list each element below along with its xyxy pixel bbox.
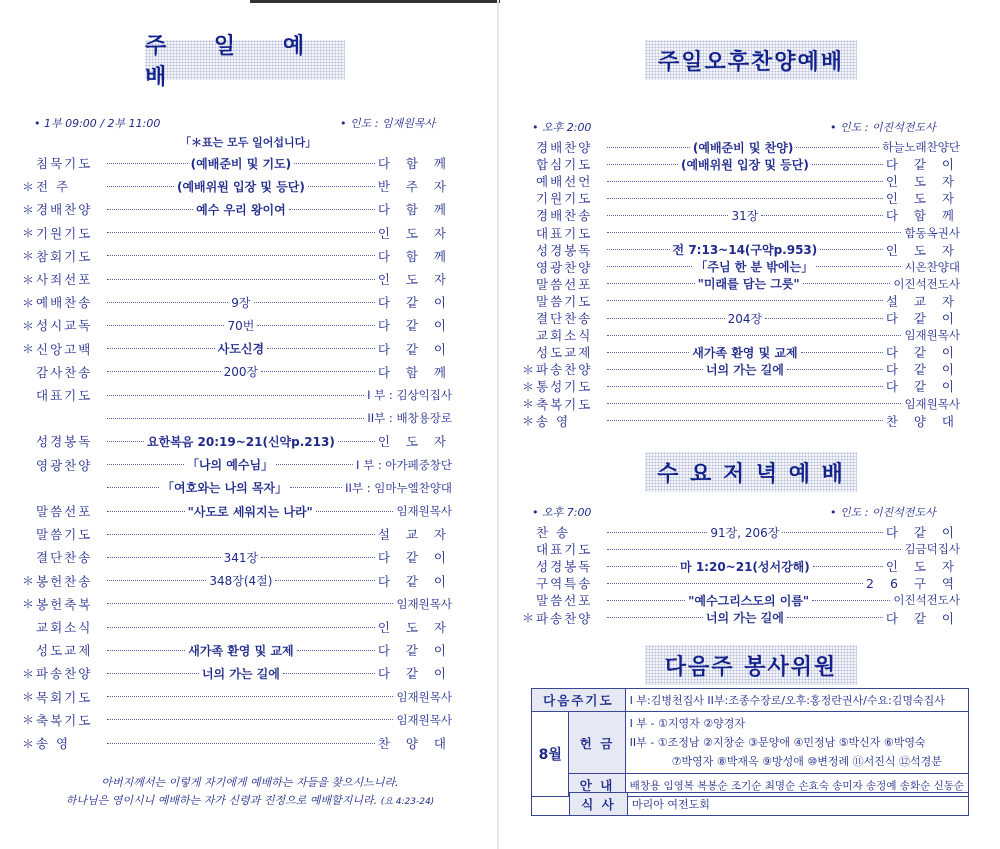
item-label: 교회소식 <box>536 328 593 344</box>
item-responsible: 다 같 이 <box>377 318 452 334</box>
item-responsible: 다 같 이 <box>885 362 961 378</box>
afternoon-leader: • 인도 : 이진석전도사 <box>830 121 936 134</box>
dotted-leader <box>607 147 690 148</box>
item-detail: 전 7:13~14(구약p.953) <box>672 243 818 258</box>
item-responsible: I 부 : 아가페중창단 <box>356 457 453 472</box>
top-edge-line <box>250 0 500 3</box>
dotted-leader <box>607 318 725 319</box>
dotted-leader <box>765 318 883 319</box>
dotted-leader <box>107 232 375 233</box>
item-label: 합심기도 <box>536 157 593 173</box>
scripture-reference: (요 4:23-24) <box>380 797 435 807</box>
item-detail: (예배위원 입장 및 등단) <box>680 157 809 172</box>
item-responsible: 다 같 이 <box>885 311 960 326</box>
item-responsible: 인 도 자 <box>377 620 452 635</box>
item-responsible: 다 같 이 <box>377 573 452 589</box>
dotted-leader <box>107 395 364 396</box>
dotted-leader <box>607 335 901 336</box>
item-responsible: 인 도 자 <box>885 559 960 575</box>
dotted-leader <box>787 369 883 370</box>
item-responsible: 하늘노래찬양단 <box>882 140 960 154</box>
dotted-leader <box>813 566 883 567</box>
item-responsible: 인 도 자 <box>885 191 960 207</box>
dotted-leader <box>107 719 393 720</box>
item-responsible: 찬 양 대 <box>885 413 960 429</box>
dotted-leader <box>812 164 883 165</box>
offering-value <box>625 712 968 774</box>
dotted-leader <box>607 600 685 601</box>
dotted-leader <box>107 557 221 558</box>
dotted-leader <box>607 352 689 353</box>
dotted-leader <box>607 300 883 301</box>
dotted-leader <box>607 566 677 567</box>
item-detail: 예수 우리 왕이여 <box>196 202 286 217</box>
item-label: 감사찬송 <box>36 364 93 380</box>
item-label: 축복기도 <box>36 712 93 728</box>
item-detail: 70번 <box>227 318 255 333</box>
item-label: 축복기도 <box>536 396 593 412</box>
dotted-leader <box>107 464 184 465</box>
item-detail: (예배준비 및 찬양) <box>692 140 794 155</box>
item-label: 신앙고백 <box>36 341 93 357</box>
item-label: 영광찬양 <box>536 259 593 275</box>
offering-line-2: II부 - ①조정남 ②지창순 ③문양애 ④민정남 ⑤박신자 ⑥박영숙 <box>629 736 926 749</box>
dotted-leader <box>261 371 375 372</box>
item-responsible: I 부 : 김상익집사 <box>367 388 452 402</box>
service-item <box>22 570 452 592</box>
service-item <box>22 454 452 476</box>
dotted-leader <box>107 348 215 349</box>
dotted-leader <box>275 580 374 581</box>
item-detail: 200장 <box>223 365 259 380</box>
item-label: 파송찬양 <box>536 362 593 378</box>
item-detail: 요한복음 20:19~21(신약p.213) <box>146 434 335 449</box>
item-label: 교회소식 <box>36 620 93 635</box>
meal-month-spacer <box>532 793 570 816</box>
item-responsible: 다 함 께 <box>377 364 452 380</box>
dotted-leader <box>607 583 863 584</box>
service-item <box>22 361 452 383</box>
meal-row-visible <box>532 793 969 816</box>
item-responsible: 설 교 자 <box>885 293 960 309</box>
service-item <box>22 291 452 313</box>
item-label: 송 영 <box>536 413 571 429</box>
standing-mark: ＊ <box>22 295 35 310</box>
item-label: 성도교제 <box>536 345 593 361</box>
item-label: 영광찬양 <box>36 457 93 473</box>
item-label: 말씀기도 <box>36 527 93 543</box>
offering-label: 헌 금 <box>569 712 625 774</box>
item-responsible: 다 같 이 <box>377 666 453 682</box>
dotted-leader <box>107 534 375 535</box>
item-responsible: 다 같 이 <box>377 550 452 566</box>
scripture-quote <box>30 774 470 811</box>
dotted-leader <box>607 232 901 233</box>
standing-mark: ＊ <box>522 379 535 394</box>
dotted-leader <box>607 198 883 199</box>
item-label: 말씀기도 <box>536 293 593 309</box>
item-responsible: 다 같 이 <box>885 525 960 540</box>
item-label: 성경봉독 <box>36 434 93 450</box>
standing-mark: ＊ <box>22 202 35 217</box>
item-responsible: 인 도 자 <box>885 174 960 190</box>
dotted-leader <box>607 403 901 404</box>
standing-mark: ＊ <box>22 666 35 681</box>
item-label: 성경봉독 <box>536 559 593 575</box>
dotted-leader <box>607 181 883 182</box>
item-label: 대표기도 <box>536 225 593 241</box>
item-label: 예배찬송 <box>36 295 93 311</box>
item-label: 봉헌축복 <box>36 596 93 612</box>
service-item <box>22 407 452 429</box>
dotted-leader <box>107 371 221 372</box>
dotted-leader <box>267 348 375 349</box>
standing-mark: ＊ <box>22 736 35 751</box>
offering-line-1: I 부 - ①지영자 ②양경자 <box>629 717 745 730</box>
dotted-leader <box>787 617 883 618</box>
dotted-leader <box>107 650 185 651</box>
dotted-leader <box>107 255 375 256</box>
standing-mark: ＊ <box>22 574 35 589</box>
service-item <box>22 314 452 336</box>
prayer-value: I 부:김병천집사 II부:조종수장로/오후:홍정란권사/수요:김명숙집사 <box>625 689 968 712</box>
item-label: 말씀선포 <box>536 276 593 292</box>
item-responsible: 김금덕집사 <box>904 542 960 557</box>
service-item <box>22 686 452 708</box>
scripture-line-1: 아버지께서는 이렇게 자기에게 예배하는 자들을 찾으시느니라. <box>101 776 399 789</box>
meal-table <box>531 792 969 816</box>
standing-mark: ＊ <box>22 690 35 705</box>
service-item <box>22 732 452 754</box>
dotted-leader <box>782 532 882 533</box>
item-label: 송 영 <box>36 736 71 751</box>
dotted-leader <box>812 600 890 601</box>
standing-mark: ＊ <box>22 713 35 728</box>
service-item <box>522 607 960 629</box>
item-detail: 348장(4절) <box>209 574 273 589</box>
dotted-leader <box>294 163 375 164</box>
item-detail: 너의 가는 길에 <box>705 362 784 377</box>
item-detail: 204장 <box>727 311 763 326</box>
dotted-leader <box>276 464 353 465</box>
service-item <box>22 222 452 244</box>
dotted-leader <box>107 743 375 744</box>
item-label: 결단찬송 <box>36 550 93 566</box>
item-responsible: 이진석전도사 <box>893 276 961 291</box>
dotted-leader <box>816 266 901 267</box>
item-label: 예배선언 <box>536 174 593 190</box>
dotted-leader <box>107 163 188 164</box>
service-item <box>22 616 452 638</box>
item-detail: 9장 <box>231 295 251 310</box>
standing-mark: ＊ <box>22 249 35 264</box>
item-responsible: 임재원목사 <box>396 689 452 704</box>
dotted-leader <box>607 164 678 165</box>
service-item <box>22 430 452 452</box>
dotted-leader <box>607 532 707 533</box>
item-responsible: 임재원목사 <box>904 328 960 343</box>
service-item <box>22 593 452 615</box>
item-label: 경배찬양 <box>536 140 593 155</box>
standing-mark: ＊ <box>22 226 35 241</box>
dotted-leader <box>107 441 144 442</box>
item-responsible: 임재원목사 <box>396 712 452 727</box>
guide-label: 안 내 <box>569 774 625 797</box>
dotted-leader <box>338 441 375 442</box>
item-detail: 「주님 한 분 밖에는」 <box>695 260 814 275</box>
item-responsible: 다 같 이 <box>885 379 960 395</box>
standing-mark: ＊ <box>522 414 535 429</box>
item-responsible: 인 도 자 <box>377 434 453 450</box>
item-responsible: 이진석전도사 <box>893 593 961 608</box>
service-item <box>522 410 960 432</box>
dotted-leader <box>107 627 375 628</box>
service-times: • 1부 09:00 / 2부 11:00 <box>34 117 161 130</box>
service-leader: • 인도 : 임재원목사 <box>340 117 436 130</box>
item-detail: 새가족 환영 및 교제 <box>188 643 294 658</box>
item-label: 봉헌찬송 <box>36 573 93 589</box>
dotted-leader <box>607 549 901 550</box>
item-detail: 341장 <box>223 550 259 565</box>
standing-mark: ＊ <box>22 179 35 194</box>
dotted-leader <box>803 283 891 284</box>
item-responsible: 다 같 이 <box>377 643 452 659</box>
service-item <box>22 198 452 220</box>
item-label: 기원기도 <box>536 191 593 207</box>
standing-mark: ＊ <box>22 597 35 612</box>
item-responsible: 반 주 자 <box>377 179 452 195</box>
item-responsible: 다 같 이 <box>377 341 452 357</box>
standing-mark: ＊ <box>522 362 535 377</box>
item-label: 파송찬양 <box>36 666 93 682</box>
item-responsible: 인 도 자 <box>885 242 961 258</box>
dotted-leader <box>107 603 393 604</box>
item-detail: "미래를 담는 그릇" <box>697 277 800 292</box>
service-item <box>22 662 452 684</box>
item-label: 파송찬양 <box>536 610 593 626</box>
service-item <box>22 477 452 499</box>
dotted-leader <box>107 580 206 581</box>
item-detail: 마 1:20~21(성서강해) <box>680 559 810 574</box>
guide-value: 배창용 임영복 복봉순 조기순 최명순 손효숙 송미자 송정예 송화순 신동순 <box>625 774 968 797</box>
item-responsible: 임재원목사 <box>904 396 960 411</box>
item-label: 통성기도 <box>536 379 593 395</box>
item-label: 구역특송 <box>536 576 593 592</box>
standing-mark: ＊ <box>22 272 35 287</box>
dotted-leader <box>107 418 364 419</box>
dotted-leader <box>254 302 375 303</box>
dotted-leader <box>283 673 375 674</box>
wednesday-leader: • 인도 : 이진석전도사 <box>830 506 936 519</box>
item-label: 성경봉독 <box>536 242 593 258</box>
dotted-leader <box>107 325 224 326</box>
dotted-leader <box>107 279 375 280</box>
dotted-leader <box>107 209 193 210</box>
item-detail: 91장, 206장 <box>710 525 780 540</box>
dotted-leader <box>107 673 199 674</box>
standing-mark: ＊ <box>22 342 35 357</box>
next-week-servers-title: 다음주 봉사위원 <box>645 645 857 685</box>
item-responsible: 다 같 이 <box>885 345 960 361</box>
item-label: 대표기도 <box>536 542 593 558</box>
service-item <box>22 639 452 661</box>
dotted-leader <box>290 487 342 488</box>
dotted-leader <box>607 266 692 267</box>
service-item <box>22 152 452 174</box>
item-responsible: 다 함 께 <box>377 156 453 171</box>
prayer-row <box>532 689 969 712</box>
dotted-leader <box>607 215 728 216</box>
dotted-leader <box>761 215 882 216</box>
item-label: 침묵기도 <box>36 156 93 171</box>
dotted-leader <box>316 511 394 512</box>
dotted-leader <box>107 302 228 303</box>
item-label: 경배찬송 <box>536 208 593 224</box>
item-detail: 너의 가는 길에 <box>201 666 280 681</box>
page-fold <box>497 0 499 849</box>
service-item <box>22 338 452 360</box>
dotted-leader <box>796 147 879 148</box>
item-responsible: 임재원목사 <box>396 596 452 611</box>
afternoon-service-title: 주일오후찬양예배 <box>645 40 857 80</box>
item-responsible: 인 도 자 <box>377 272 452 287</box>
dotted-leader <box>607 617 703 618</box>
service-item <box>22 384 452 406</box>
wednesday-time: • 오후 7:00 <box>532 506 592 519</box>
item-label: 찬 송 <box>536 525 571 540</box>
item-label: 참회기도 <box>36 248 93 264</box>
service-item <box>22 709 452 731</box>
item-label: 사죄선포 <box>36 272 93 287</box>
service-item <box>22 175 452 197</box>
service-item <box>22 500 452 522</box>
item-detail: 너의 가는 길에 <box>705 611 784 625</box>
item-label: 성시교독 <box>36 318 93 334</box>
item-responsible: II부 : 임마누엘찬양대 <box>345 480 452 495</box>
item-label: 기원기도 <box>36 225 93 241</box>
meal-value: 마리아 여전도회 <box>628 793 969 816</box>
month-label: 8월 <box>532 712 569 797</box>
item-label: 전 주 <box>36 179 71 195</box>
meal-label-cell: 식 사 <box>570 793 628 816</box>
dotted-leader <box>107 487 159 488</box>
item-detail: 31장 <box>731 208 759 223</box>
service-item <box>22 268 452 290</box>
item-responsible: 다 함 께 <box>377 202 453 218</box>
dotted-leader <box>607 386 883 387</box>
dotted-leader <box>107 511 185 512</box>
item-detail: "예수그리스도의 이름" <box>688 593 810 608</box>
servers-table <box>531 688 969 797</box>
standing-mark: ＊ <box>22 318 35 333</box>
item-detail: 「나의 예수님」 <box>186 458 274 473</box>
item-label: 말씀선포 <box>36 504 93 519</box>
item-responsible: 임재원목사 <box>396 504 452 518</box>
standing-mark: ＊ <box>522 611 535 625</box>
dotted-leader <box>308 186 375 187</box>
item-responsible: 찬 양 대 <box>377 736 452 751</box>
dotted-leader <box>607 369 703 370</box>
item-label: 경배찬양 <box>36 202 93 218</box>
dotted-leader <box>289 209 375 210</box>
item-responsible: 함동옥권사 <box>904 225 960 240</box>
item-responsible: 인 도 자 <box>377 225 452 241</box>
offering-row <box>532 712 969 774</box>
dotted-leader <box>261 557 375 558</box>
prayer-label: 다음주기도 <box>532 689 626 712</box>
item-detail: (예배준비 및 기도) <box>190 156 292 171</box>
service-item <box>22 245 452 267</box>
item-responsible: II부 : 배창용장로 <box>367 411 452 426</box>
item-responsible: 설 교 자 <box>377 527 452 543</box>
dotted-leader <box>607 420 883 421</box>
item-detail: "사도로 세워지는 나라" <box>187 504 313 519</box>
standing-notice: 「＊표는 모두 일어섭니다」 <box>180 136 317 149</box>
dotted-leader <box>297 650 375 651</box>
dotted-leader <box>107 696 393 697</box>
dotted-leader <box>607 249 670 250</box>
item-responsible: 다 함 께 <box>885 208 960 224</box>
service-item <box>22 546 452 568</box>
item-label: 성도교제 <box>36 643 93 659</box>
item-responsible: 2 6 구 역 <box>866 576 960 592</box>
item-responsible: 다 함 께 <box>377 248 452 264</box>
item-label: 목회기도 <box>36 689 93 705</box>
offering-line-3: ⑦박영자 ⑧박재옥 ⑨방성애 ⑩변정례 ⑪서진식 ⑫석경분 <box>671 755 942 768</box>
item-responsible: 다 같 이 <box>377 295 453 311</box>
item-responsible: 다 같 이 <box>885 610 961 626</box>
afternoon-time: • 오후 2:00 <box>532 121 592 134</box>
sunday-service-title: 주 일 예 배 <box>145 40 345 80</box>
item-label: 말씀선포 <box>536 593 593 609</box>
item-detail: 새가족 환영 및 교제 <box>692 345 798 360</box>
dotted-leader <box>801 352 883 353</box>
dotted-leader <box>107 186 174 187</box>
scripture-line-2: 하나님은 영이시니 예배하는 자가 신령과 진정으로 예배할지니라. (요 4:23-24) <box>65 794 435 807</box>
item-detail: (예배위원 입장 및 등단) <box>176 179 305 194</box>
dotted-leader <box>607 283 695 284</box>
item-detail: 사도신경 <box>217 342 265 357</box>
dotted-leader <box>257 325 374 326</box>
item-responsible: 다 같 이 <box>885 157 960 173</box>
standing-mark: ＊ <box>522 397 535 411</box>
wednesday-service-title: 수 요 저 녁 예 배 <box>645 452 857 492</box>
service-item <box>22 523 452 545</box>
item-label: 대표기도 <box>36 388 93 403</box>
dotted-leader <box>820 249 883 250</box>
item-label: 결단찬송 <box>536 311 593 326</box>
item-detail: 「여호와는 나의 목자」 <box>162 481 288 496</box>
item-responsible: 시온찬양대 <box>904 259 961 274</box>
